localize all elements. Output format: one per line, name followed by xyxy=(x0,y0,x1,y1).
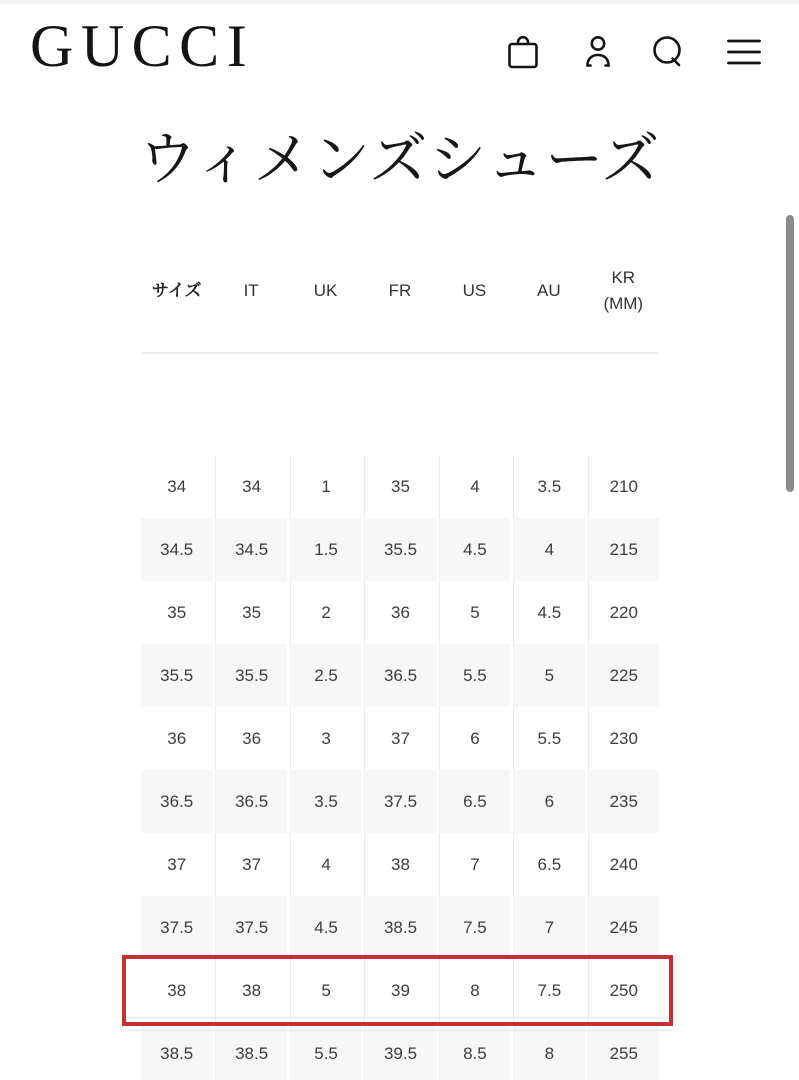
table-row xyxy=(141,959,659,1022)
column-header: IT xyxy=(243,280,259,300)
table-cell: 7 xyxy=(439,833,510,896)
menu-icon xyxy=(727,37,761,67)
table-row xyxy=(141,770,659,833)
header-divider xyxy=(141,352,659,354)
table-cell: 35 xyxy=(141,581,212,644)
table-row xyxy=(141,833,659,896)
table-cell: 37.5 xyxy=(215,896,286,959)
table-row xyxy=(141,518,659,581)
table-cell: 36 xyxy=(364,581,435,644)
table-cell: 5.5 xyxy=(290,1022,361,1080)
table-cell: 38 xyxy=(215,959,286,1022)
table-cell: 3.5 xyxy=(290,770,361,833)
table-cell: 255 xyxy=(588,1022,659,1080)
shopping-bag-icon xyxy=(507,34,539,70)
scrollbar-thumb[interactable] xyxy=(786,215,794,492)
table-cell: 3 xyxy=(290,707,361,770)
table-cell: 1 xyxy=(290,455,361,518)
table-cell: 38 xyxy=(364,833,435,896)
gucci-logo[interactable]: GUCCI xyxy=(30,13,255,79)
table-cell: 8.5 xyxy=(439,1022,510,1080)
shopping-bag-button[interactable] xyxy=(503,32,543,72)
table-cell: 37.5 xyxy=(141,896,212,959)
table-cell: 38.5 xyxy=(215,1022,286,1080)
table-cell: 235 xyxy=(588,770,659,833)
table-cell: 5 xyxy=(290,959,361,1022)
table-cell: 36 xyxy=(215,707,286,770)
table-cell: 220 xyxy=(588,581,659,644)
table-cell: 36.5 xyxy=(364,644,435,707)
table-cell: 6 xyxy=(513,770,584,833)
table-cell: 37 xyxy=(141,833,212,896)
column-header: UK xyxy=(313,280,338,300)
table-cell: 4 xyxy=(513,518,584,581)
account-icon xyxy=(582,34,614,70)
table-cell: 3.5 xyxy=(513,455,584,518)
table-cell: 245 xyxy=(588,896,659,959)
table-cell: 34 xyxy=(215,455,286,518)
account-button[interactable] xyxy=(578,32,618,72)
table-cell: 4 xyxy=(439,455,510,518)
table-cell: 37 xyxy=(215,833,286,896)
column-header-sub: (MM) xyxy=(603,294,644,313)
table-cell: 35.5 xyxy=(364,518,435,581)
table-cell: 240 xyxy=(588,833,659,896)
size-table xyxy=(141,243,659,1080)
table-cell: 38.5 xyxy=(141,1022,212,1080)
table-cell: 225 xyxy=(588,644,659,707)
column-header: US xyxy=(462,280,487,300)
table-cell: 215 xyxy=(588,518,659,581)
table-row xyxy=(141,896,659,959)
table-cell: 1.5 xyxy=(290,518,361,581)
table-row xyxy=(141,1022,659,1080)
table-cell: 37 xyxy=(364,707,435,770)
table-cell: 2 xyxy=(290,581,361,644)
menu-button[interactable] xyxy=(724,32,764,72)
search-button[interactable] xyxy=(648,32,688,72)
table-cell: 5 xyxy=(439,581,510,644)
table-cell: 34.5 xyxy=(215,518,286,581)
table-cell: 39.5 xyxy=(364,1022,435,1080)
table-body xyxy=(141,455,659,1080)
table-cell: 5.5 xyxy=(513,707,584,770)
table-cell: 6 xyxy=(439,707,510,770)
table-cell: 35.5 xyxy=(215,644,286,707)
table-cell: 4 xyxy=(290,833,361,896)
table-cell: 7.5 xyxy=(513,959,584,1022)
table-cell: 6.5 xyxy=(513,833,584,896)
column-header: AU xyxy=(537,280,561,300)
table-cell: 6.5 xyxy=(439,770,510,833)
search-icon xyxy=(650,34,686,70)
table-cell: 210 xyxy=(588,455,659,518)
table-cell: 34.5 xyxy=(141,518,212,581)
table-cell: 8 xyxy=(439,959,510,1022)
table-cell: 36.5 xyxy=(215,770,286,833)
table-cell: 2.5 xyxy=(290,644,361,707)
top-edge-strip xyxy=(0,0,799,4)
table-cell: 38 xyxy=(141,959,212,1022)
column-header: KR (MM) xyxy=(588,265,659,318)
table-cell: 4.5 xyxy=(513,581,584,644)
table-row xyxy=(141,644,659,707)
table-cell: 39 xyxy=(364,959,435,1022)
table-cell: 5.5 xyxy=(439,644,510,707)
table-cell: 4.5 xyxy=(439,518,510,581)
table-cell: 36.5 xyxy=(141,770,212,833)
table-cell: 37.5 xyxy=(364,770,435,833)
table-cell: 5 xyxy=(513,644,584,707)
table-cell: 8 xyxy=(513,1022,584,1080)
table-cell: 38.5 xyxy=(364,896,435,959)
table-cell: 35.5 xyxy=(141,644,212,707)
column-header: FR xyxy=(388,280,412,300)
table-cell: 4.5 xyxy=(290,896,361,959)
page-title: ウィメンズシューズ xyxy=(138,127,661,192)
table-header-row xyxy=(141,243,659,339)
table-cell: 7.5 xyxy=(439,896,510,959)
table-row xyxy=(141,707,659,770)
table-cell: 34 xyxy=(141,455,212,518)
table-cell: 35 xyxy=(215,581,286,644)
column-header: サイズ xyxy=(151,280,202,300)
table-row xyxy=(141,581,659,644)
table-cell: 230 xyxy=(588,707,659,770)
table-cell: 35 xyxy=(364,455,435,518)
table-cell: 250 xyxy=(588,959,659,1022)
table-row xyxy=(141,455,659,518)
table-cell: 7 xyxy=(513,896,584,959)
table-cell: 36 xyxy=(141,707,212,770)
